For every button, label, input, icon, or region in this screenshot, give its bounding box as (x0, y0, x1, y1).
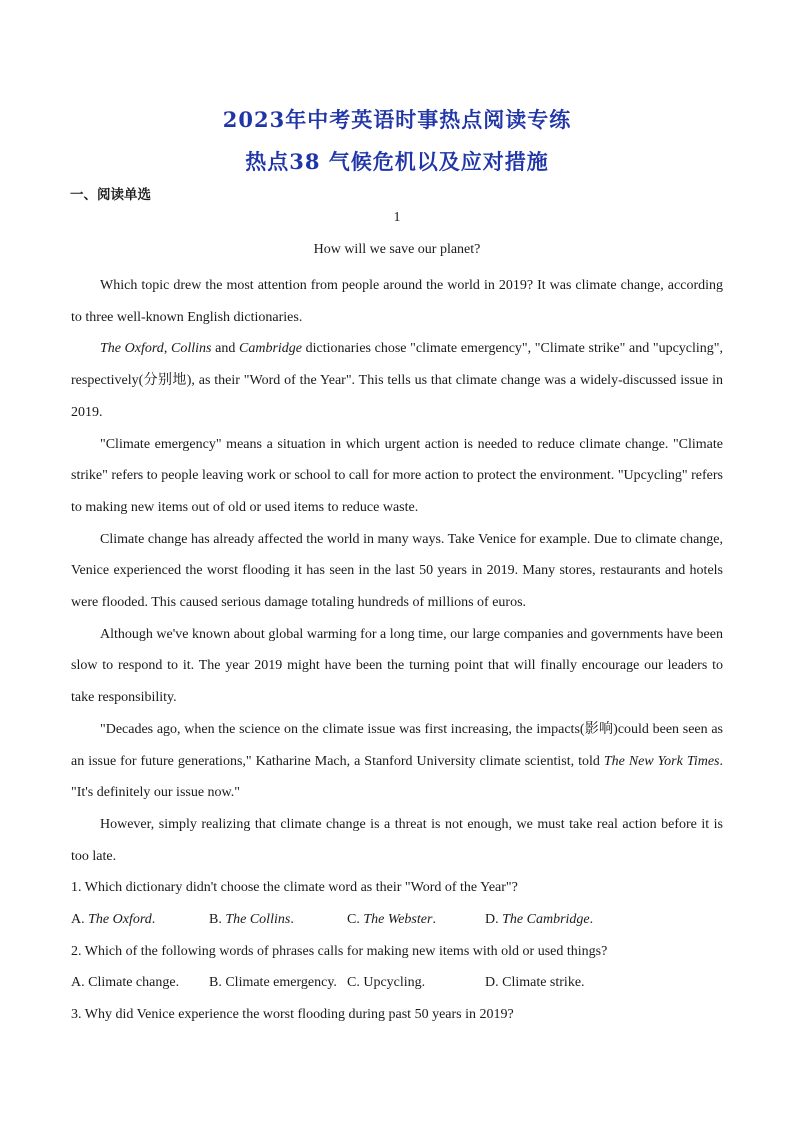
passage-body (71, 270, 723, 1031)
conjunction: and (211, 341, 239, 357)
option-c: C. Upcycling. (347, 975, 426, 991)
question-1-stem: 1. Which dictionary didn't choose the climate word as their "Word of the Year"? (71, 880, 518, 896)
page-subtitle: 热点38 气候危机以及应对措施 (245, 149, 549, 174)
page-title: 2023年中考英语时事热点阅读专练 (222, 107, 572, 132)
option-a: A. Climate change. (71, 975, 180, 991)
question-1-options (71, 904, 723, 936)
newspaper-name: The New York Times (603, 753, 720, 769)
quote-end: . "It's definitely our issue now." (71, 753, 723, 801)
dictionary-collins: Collins (170, 341, 212, 357)
passage-number: 1 (393, 210, 401, 225)
passage-title: How will we save our planet? (313, 242, 481, 257)
question-3-stem: 3. Why did Venice experience the worst flooding during past 50 years in 2019? (71, 1007, 514, 1023)
option-d: D. The Cambridge. (485, 912, 594, 928)
dictionary-cambridge: Cambridge (239, 341, 302, 357)
question-2-options (71, 967, 723, 999)
option-b: B. Climate emergency. (209, 975, 337, 991)
section-heading: 一、阅读单选 (70, 187, 151, 203)
paragraph-5: Although we've known about global warming for a long time, our large companies and governments have been slow to respond to it. The year 2019 might have been the turning point that will finally encourage our leaders to take responsibility. (71, 626, 723, 706)
option-a: A. The Oxford. (71, 912, 156, 928)
question-2-stem: 2. Which of the following words of phrases calls for making new items with old or used things? (71, 943, 608, 959)
paragraph-4: Climate change has already affected the world in many ways. Take Venice for example. Due to climate change, Venice experienced the worst flooding it has seen in the last 50 years in 2019. Many stores, restaurants and hotels were flooded. This caused serious damage totaling hundreds of millions of euros. (71, 531, 723, 611)
paragraph-7: However, simply realizing that climate change is a threat is not enough, we must take real action before it is too late. (71, 816, 723, 864)
paragraph-3: "Climate emergency" means a situation in which urgent action is needed to reduce climate change. "Climate strike" refers to people leaving work or school to call for more action to protect the environment. "Upcycling" refers to making new items out of old or used items to reduce waste. (71, 436, 723, 515)
dictionary-oxford: The Oxford (100, 341, 164, 357)
option-d: D. Climate strike. (485, 975, 585, 991)
paragraph-6 (71, 714, 723, 809)
paragraph-1: Which topic drew the most attention from people around the world in 2019? It was climate change, according to three well-known English dictionaries. (71, 278, 723, 325)
option-b: B. The Collins. (209, 912, 294, 928)
separator: , (163, 341, 171, 357)
quote-start: "Decades ago, when the science on the climate issue was first increasing, the impacts(影响)could been seen as an issue for future generations," Katharine Mach, a Stanford University climate scientist, told (71, 721, 723, 769)
option-c: C. The Webster. (347, 912, 436, 928)
paragraph-2-rest: dictionaries chose "climate emergency", "Climate strike" and "upcycling", respectively(分别地), as their "Word of the Year". This tells us that climate change was a widely-discussed issue in 2019. (71, 341, 723, 420)
paragraph-2 (71, 333, 723, 428)
